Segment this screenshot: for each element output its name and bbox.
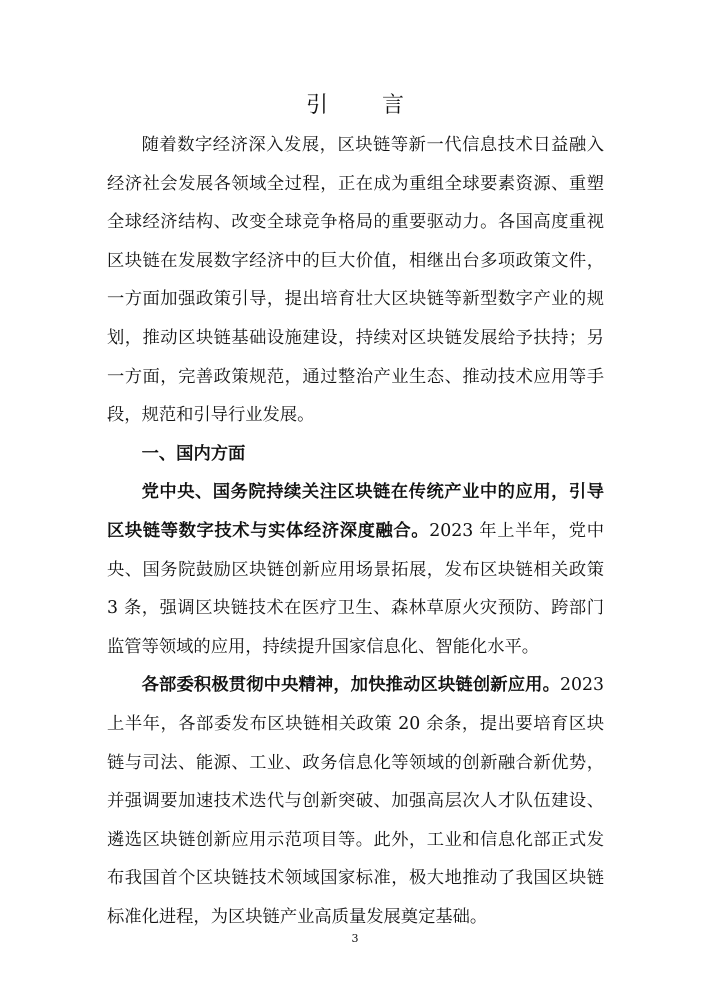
paragraph-domestic-central xyxy=(107,473,604,666)
document-body xyxy=(107,126,604,936)
paragraph-domestic-ministries xyxy=(107,666,604,936)
intro-paragraph: 随着数字经济深入发展，区块链等新一代信息技术日益融入经济社会发展各领域全过程，正在成为重组全球要素资源、重塑全球经济结构、改变全球竞争格局的重要驱动力。各国高度重视区块链在发展数字经济中的巨大价值，相继出台多项政策文件，一方面加强政策引导，提出培育壮大区块链等新型数字产业的规划，推动区块链基础设施建设，持续对区块链发展给予扶持；另一方面，完善政策规范，通过整治产业生态、推动技术应用等手段，规范和引导行业发展。 xyxy=(107,135,604,426)
page-title: 引 言 xyxy=(305,93,420,118)
page-number: 3 xyxy=(351,932,359,945)
paragraph-lead: 各部委积极贯彻中央精神，加快推动区块链创新应用。 xyxy=(141,675,561,696)
paragraph-lead: 党中央、国务院持续关注区块链在传统产业中的应用，引导区块链等数字技术与实体经济深度融合。 xyxy=(107,482,604,541)
paragraph-text: 2023 上半年，各部委发布区块链相关政策 20 余条，提出要培育区块链与司法、能源、工业、政务信息化等领域的创新融合新优势，并强调要加速技术迭代与创新突破、加强高层次人才队伍建设、遴选区块链创新应用示范项目等。此外，工业和信息化部正式发布我国首个区块链技术领域国家标准，极大地推动了我国区块链标准化进程，为区块链产业高质量发展奠定基础。 xyxy=(107,675,604,927)
section-heading: 一、国内方面 xyxy=(141,443,246,464)
paragraph-text: 2023 年上半年，党中央、国务院鼓励区块链创新应用场景拓展，发布区块链相关政策 3 条，强调区块链技术在医疗卫生、森林草原火灾预防、跨部门监管等领域的应用，持续提升国家信息化、智能化水平。 xyxy=(107,520,604,657)
